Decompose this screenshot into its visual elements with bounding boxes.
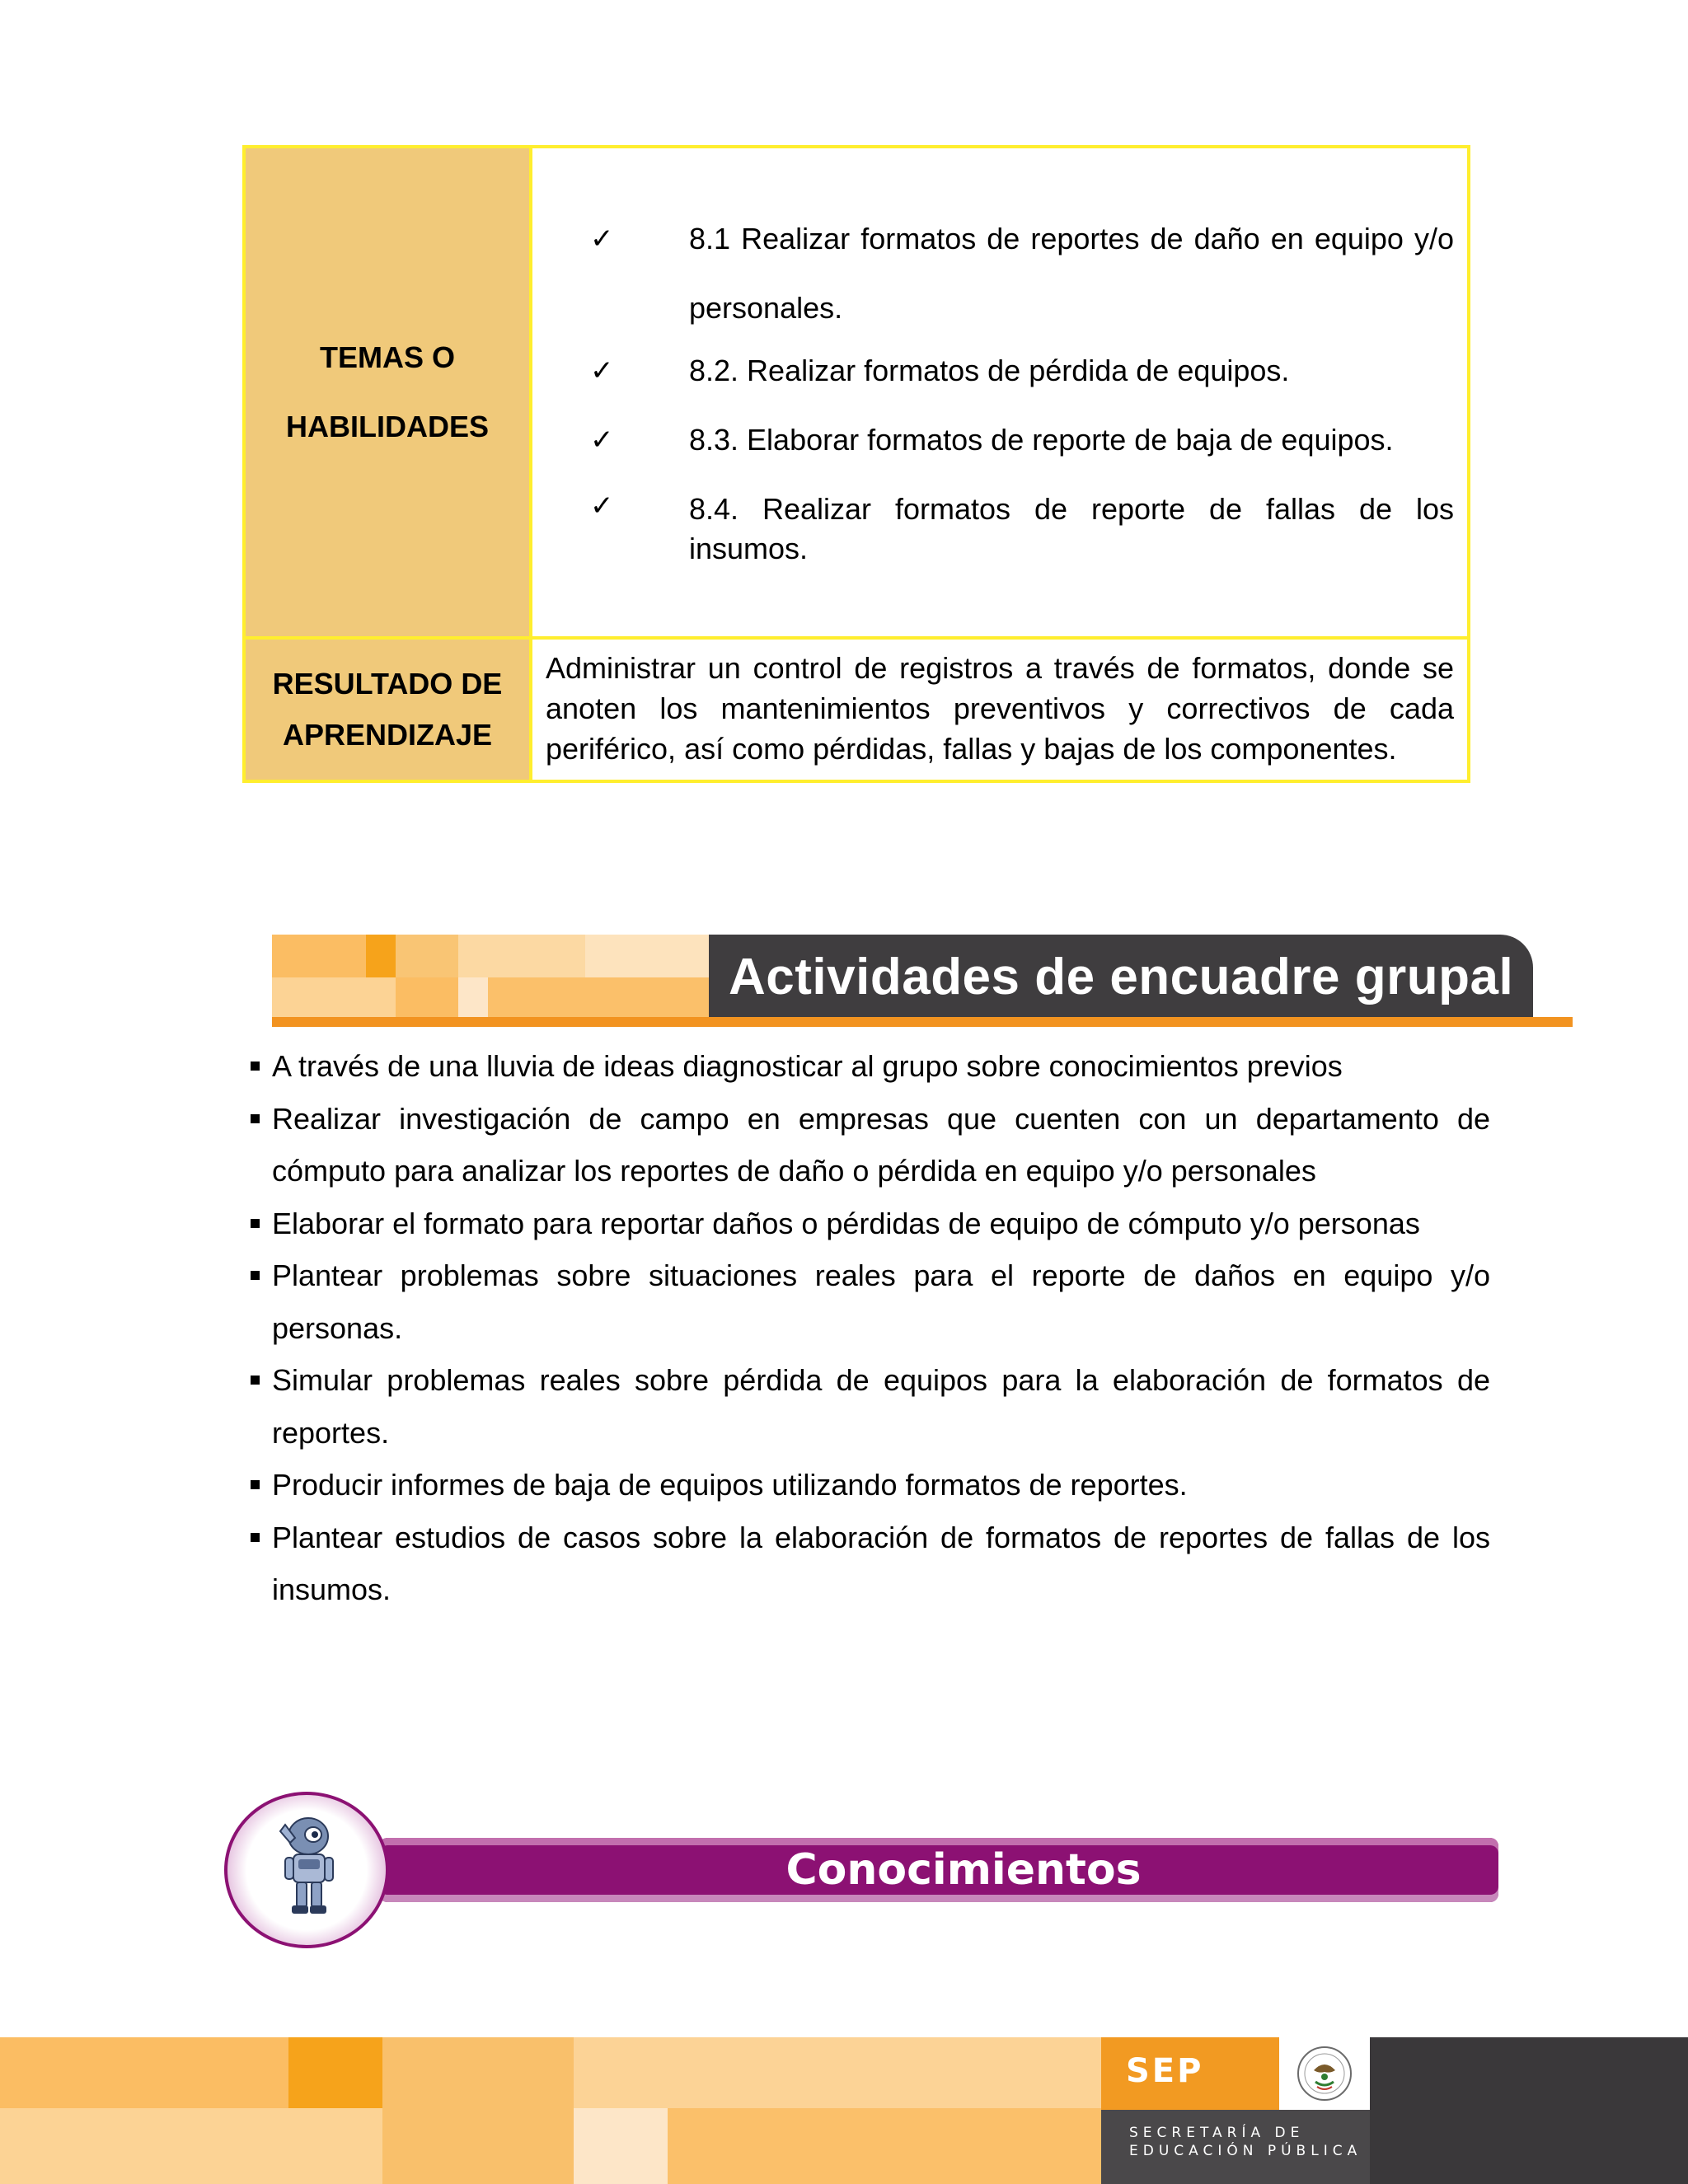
footer [0, 2037, 1688, 2184]
topic-text: 8.1 Realizar formatos de reportes de daño en equipo y/o [689, 222, 1454, 255]
list-item: Plantear problemas sobre situaciones reales para el reporte de daños en equipo y/o personas. [247, 1249, 1490, 1354]
footer-dark-block [1370, 2037, 1688, 2184]
sep-caption-line1: SECRETARÍA DE [1129, 2125, 1305, 2141]
seal-box [1279, 2037, 1370, 2110]
topic-text: 8.3. Elaborar formatos de reporte de baja de equipos. [689, 423, 1394, 457]
robot-icon [227, 1795, 386, 1945]
knowledge-bar [379, 1838, 1498, 1902]
list-item: Realizar investigación de campo en empresas que cuenten con un departamento de cómputo para analizar los reportes de daño o pérdida en equipo y/o personales [247, 1093, 1490, 1197]
topic-text-continued: insumos. [689, 532, 809, 565]
activities-banner [272, 935, 1573, 1030]
outcome-label-cell [246, 636, 532, 780]
checkmark-icon: ✓ [590, 354, 614, 387]
topic-text: 8.2. Realizar formatos de pérdida de equipos. [689, 354, 1290, 387]
topics-content-cell [532, 148, 1467, 636]
sep-caption [1101, 2110, 1370, 2184]
list-item: Elaborar el formato para reportar daños o pérdidas de equipo de cómputo y/o personas [247, 1197, 1490, 1250]
topics-label-line2: HABILIDADES [285, 410, 489, 443]
sep-logo [1101, 2037, 1279, 2110]
sep-caption-line2: EDUCACIÓN PÚBLICA [1129, 2143, 1362, 2159]
knowledge-badge [224, 1792, 389, 1948]
topics-table [242, 145, 1470, 783]
checkmark-icon: ✓ [590, 223, 614, 255]
sep-logo-text: SEP [1126, 2052, 1204, 2090]
outcome-text: Administrar un control de registros a través de formatos, donde se anoten los mantenimientos preventivos y correctivos de cada periférico, así como pérdidas, fallas y bajas de los componentes. [532, 636, 1467, 780]
mexican-seal-icon [1279, 2037, 1370, 2110]
checkmark-icon: ✓ [590, 424, 614, 457]
topic-text-continued: personales. [689, 291, 843, 325]
topics-label-line1: TEMAS O [319, 340, 455, 374]
topic-text: 8.4. Realizar formatos de reporte de fallas de los [689, 492, 1454, 526]
list-item: Producir informes de baja de equipos utilizando formatos de reportes. [247, 1459, 1490, 1511]
list-item: Simular problemas reales sobre pérdida de equipos para la elaboración de formatos de reportes. [247, 1354, 1490, 1459]
topics-label-cell [246, 148, 532, 636]
list-item: Plantear estudios de casos sobre la elaboración de formatos de reportes de fallas de los insumos. [247, 1511, 1490, 1616]
list-item: A través de una lluvia de ideas diagnosticar al grupo sobre conocimientos previos [247, 1040, 1490, 1093]
checkmark-icon: ✓ [590, 490, 614, 523]
activities-underline [272, 1017, 1573, 1027]
outcome-label-line2: APRENDIZAJE [282, 718, 493, 752]
knowledge-title: Conocimientos [785, 1845, 1142, 1895]
knowledge-banner [223, 1792, 1500, 1957]
activities-title: Actividades de encuadre grupal [729, 949, 1514, 1005]
activities-list [247, 1040, 1490, 1616]
outcome-label-line1: RESULTADO DE [272, 667, 503, 701]
